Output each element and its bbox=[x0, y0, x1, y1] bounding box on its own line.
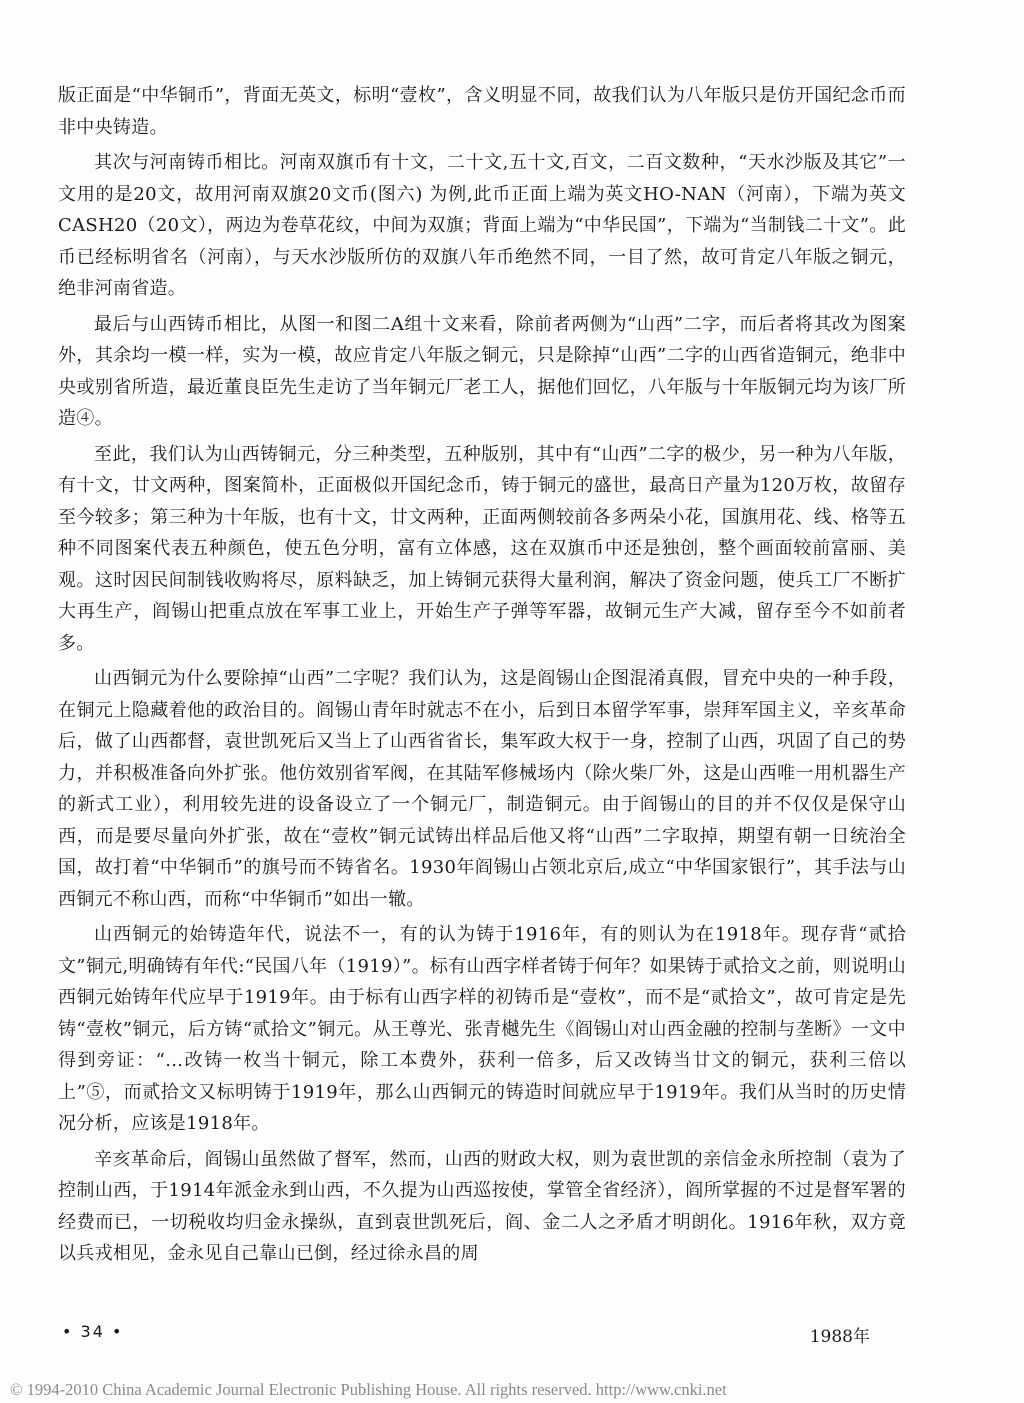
article-body bbox=[58, 80, 906, 1274]
publication-year: 1988年 bbox=[809, 1327, 870, 1347]
page-number: • 34 • bbox=[62, 1322, 124, 1341]
paragraph-continuation: 版正面是“中华铜币”，背面无英文，标明“壹枚”，含义明显不同，故我们认为八年版只是仿开国纪念币而非中央铸造。 bbox=[58, 85, 906, 138]
paragraph-henan-comparison: 其次与河南铸币相比。河南双旗币有十文，二十文,五十文,百文，二百文数种，“天水沙版及其它”一文用的是20文，故用河南双旗20文币(图六) 为例,此币正面上端为英文HO-NAN（河南），下端为英文CASH20（20文），两边为卷草花纹，中间为双旗；背面上端为“中华民国”，下端为“当制钱二十文”。此币已经标明省名（河南），与天水沙版所仿的双旗八年币绝然不同，一目了然，故可肯定八年版之铜元，绝非河南省造。 bbox=[58, 152, 906, 299]
paragraph-xinhai-revolution: 辛亥革命后，阎锡山虽然做了督军，然而，山西的财政大权，则为袁世凯的亲信金永所控制（袁为了控制山西，于1914年派金永到山西，不久提为山西巡按使，掌管全省经济），阎所掌握的不过是督军署的经费而已，一切税收均归金永操纵，直到袁世凯死后，阎、金二人之矛盾才明朗化。1916年秋，双方竟以兵戎相见，金永见自己靠山已倒，经过徐永昌的周 bbox=[58, 1148, 906, 1264]
paragraph-removal-reason: 山西铜元为什么要除掉“山西”二字呢？我们认为，这是阎锡山企图混淆真假，冒充中央的一种手段，在铜元上隐藏着他的政治目的。阎锡山青年时就志不在小，后到日本留学军事，崇拜军国主义，辛亥革命后，做了山西都督，袁世凯死后又当上了山西省省长，集军政大权于一身，控制了山西，巩固了自己的势力，并积极准备向外扩张。他仿效别省军阀，在其陆军修械场内（除火柴厂外，这是山西唯一用机器生产的新式工业），利用较先进的设备设立了一个铜元厂，制造铜元。由于阎锡山的目的并不仅仅是保守山西，而是要尽量向外扩张，故在“壹枚”铜元试铸出样品后他又将“山西”二字取掉，期望有朝一日统治全国，故打着“中华铜币”的旗号而不铸省名。1930年阎锡山占领北京后,成立“中华国家银行”，其手法与山西铜元不称山西，而称“中华铜币”如出一辙。 bbox=[58, 668, 906, 910]
paragraph-minting-date: 山西铜元的始铸造年代，说法不一，有的认为铸于1916年，有的则认为在1918年。现存背“贰拾文”铜元,明确铸有年代:“民国八年（1919）”。标有山西字样者铸于何年？如果铸于贰拾文之前，则说明山西铜元始铸年代应早于1919年。由于标有山西字样的初铸币是“壹枚”，而不是“贰拾文”，故可肯定是先铸“壹枚”铜元，后方铸“贰拾文”铜元。从王尊光、张青樾先生《阎锡山对山西金融的控制与垄断》一文中得到旁证：“…改铸一枚当十铜元，除工本费外，获利一倍多，后又改铸当廿文的铜元，获利三倍以上”⑤，而贰拾文又标明铸于1919年，那么山西铜元的铸造时间就应早于1919年。我们从当时的历史情况分析，应该是1918年。 bbox=[58, 924, 906, 1134]
copyright-notice: © 1994-2010 China Academic Journal Electronic Publishing House. All rights reserved. http://www.cnki.net bbox=[10, 1380, 727, 1399]
paragraph-shanxi-comparison: 最后与山西铸币相比，从图一和图二A组十文来看，除前者两侧为“山西”二字，而后者将其改为图案外，其余均一模一样，实为一模，故应肯定八年版之铜元，只是除掉“山西”二字的山西省造铜元，绝非中央或别省所造，最近董良臣先生走访了当年铜元厂老工人，据他们回忆，八年版与十年版铜元均为该厂所造④。 bbox=[58, 313, 906, 429]
page-footer bbox=[62, 1322, 870, 1352]
paragraph-types-versions: 至此，我们认为山西铸铜元，分三种类型，五种版别，其中有“山西”二字的极少，另一种为八年版，有十文，廿文两种，图案简朴，正面极似开国纪念币，铸于铜元的盛世，最高日产量为120万枚，故留存至今较多；第三种为十年版，也有十文，廿文两种，正面两侧较前各多两朵小花，国旗用花、线、格等五种不同图案代表五种颜色，使五色分明，富有立体感，这在双旗币中还是独创，整个画面较前富丽、美观。这时因民间制钱收购将尽，原料缺乏，加上铸铜元获得大量利润，解决了资金问题，使兵工厂不断扩大再生产，阎锡山把重点放在军事工业上，开始生产子弹等军器，故铜元生产大减，留存至今不如前者多。 bbox=[58, 443, 906, 654]
